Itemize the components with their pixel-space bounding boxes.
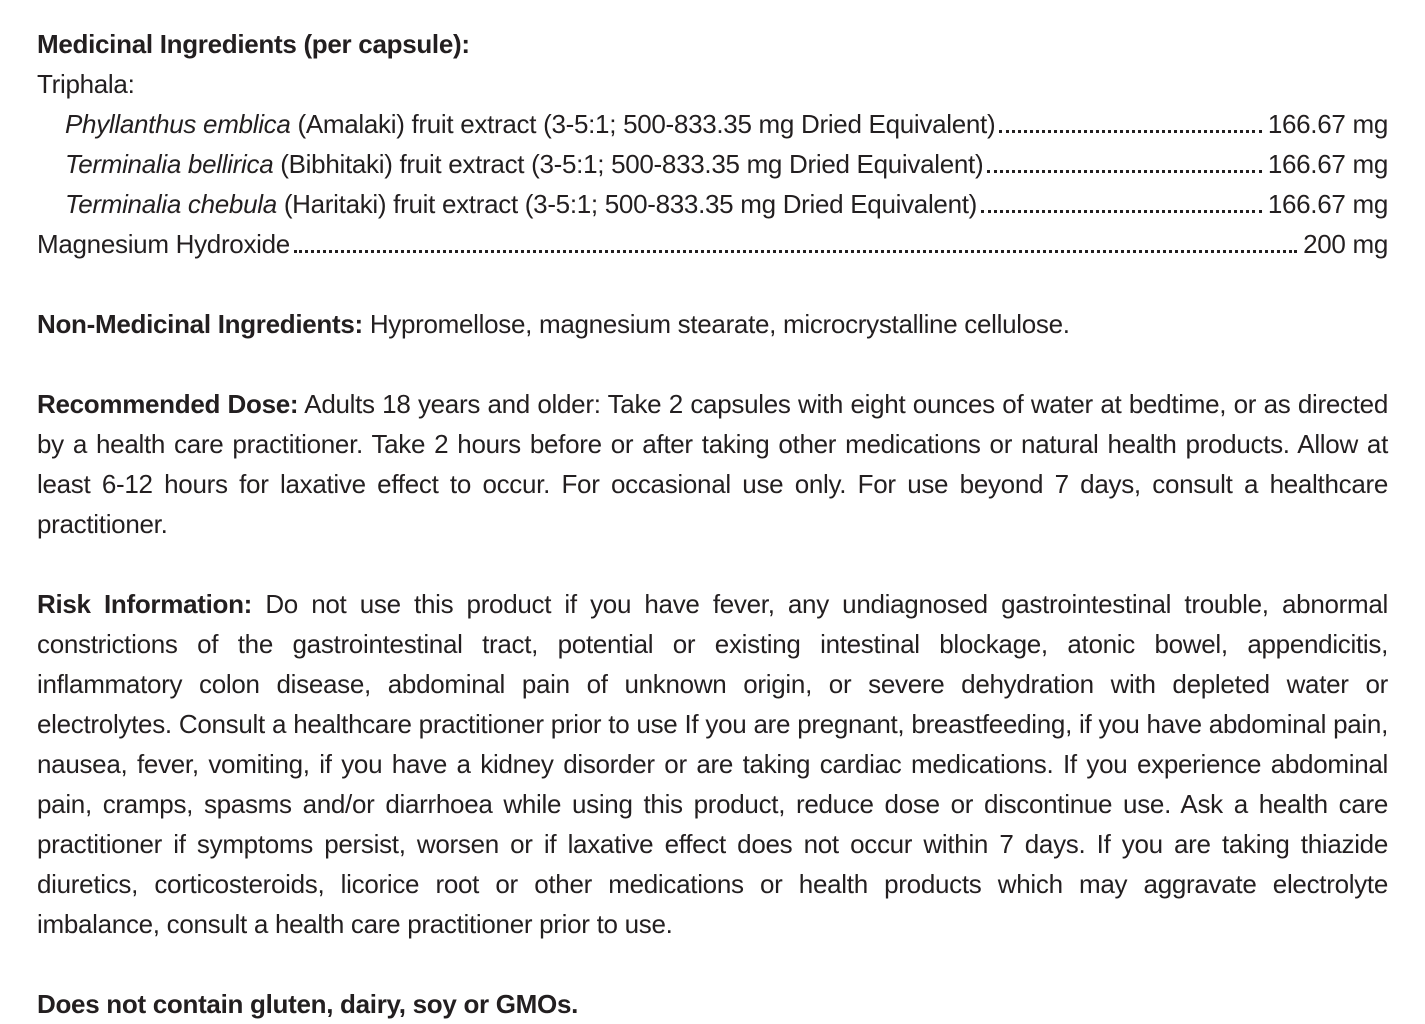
recommended-dose-paragraph [37,384,1388,544]
ingredient-name [65,104,995,144]
dotted-leader [999,130,1262,133]
ingredient-latin-name: Terminalia chebula [65,189,277,219]
recommended-dose-section [37,384,1388,544]
medicinal-ingredients-heading: Medicinal Ingredients (per capsule): [37,29,470,59]
risk-information-section [37,584,1388,944]
ingredient-amount: 166.67 mg [1267,109,1388,139]
ingredient-row [37,184,1388,224]
recommended-dose-text: Adults 18 years and older: Take 2 capsules with eight ounces of water at bedtime, or as directed by a health care practitioner. Take 2 hours before or after taking other medications or natural health products. Allow at least 6-12 hours for laxative effect to occur. For occasional use only. For use beyond 7 days, consult a healthcare practitioner. [37,389,1388,539]
dotted-leader [981,210,1262,213]
non-medicinal-ingredients-section [37,304,1388,344]
non-medicinal-paragraph [37,304,1388,344]
medicinal-ingredients-section [37,24,1388,264]
allergen-statement: Does not contain gluten, dairy, soy or GMOs. [37,989,579,1019]
ingredient-name [37,224,290,264]
recommended-dose-heading: Recommended Dose: [37,389,299,419]
risk-information-paragraph [37,584,1388,944]
risk-information-heading: Risk Information: [37,589,253,619]
ingredient-row [37,144,1388,184]
risk-information-text: Do not use this product if you have fever, any undiagnosed gastrointestinal trouble, abnormal constrictions of the gastrointestinal tract, potential or existing intestinal blockage, atonic bowel, appendicitis, inflammatory colon disease, abdominal pain of unknown origin, or severe dehydration with depleted water or electrolytes. Consult a healthcare practitioner prior to use If you are pregnant, breastfeeding, if you have abdominal pain, nausea, fever, vomiting, if you have a kidney disorder or are taking cardiac medications. If you experience abdominal pain, cramps, spasms and/or diarrhoea while using this product, reduce dose or discontinue use. Ask a health care practitioner if symptoms persist, worsen or if laxative effect does not occur within 7 days. If you are taking thiazide diuretics, corticosteroids, licorice root or other medications or health products which may aggravate electrolyte imbalance, consult a health care practitioner prior to use. [37,589,1388,939]
dotted-leader [987,170,1261,173]
triphala-group-label: Triphala: [37,69,135,99]
ingredient-description: (Haritaki) fruit extract (3-5:1; 500-833.35 mg Dried Equivalent) [276,189,978,219]
ingredient-row [37,104,1388,144]
ingredient-amount: 166.67 mg [1267,189,1388,219]
ingredient-amount: 200 mg [1303,229,1388,259]
ingredient-name [65,144,983,184]
ingredient-latin-name: Terminalia bellirica [65,149,274,179]
ingredient-row [37,224,1388,264]
ingredient-description: Magnesium Hydroxide [37,229,290,259]
non-medicinal-heading: Non-Medicinal Ingredients: [37,309,363,339]
ingredient-name [65,184,977,224]
non-medicinal-text: Hypromellose, magnesium stearate, microcrystalline cellulose. [362,309,1070,339]
ingredient-description: (Amalaki) fruit extract (3-5:1; 500-833.35 mg Dried Equivalent) [290,109,996,139]
dotted-leader [294,250,1297,253]
ingredient-amount: 166.67 mg [1267,149,1388,179]
ingredient-description: (Bibhitaki) fruit extract (3-5:1; 500-833.35 mg Dried Equivalent) [273,149,984,179]
ingredient-latin-name: Phyllanthus emblica [65,109,291,139]
